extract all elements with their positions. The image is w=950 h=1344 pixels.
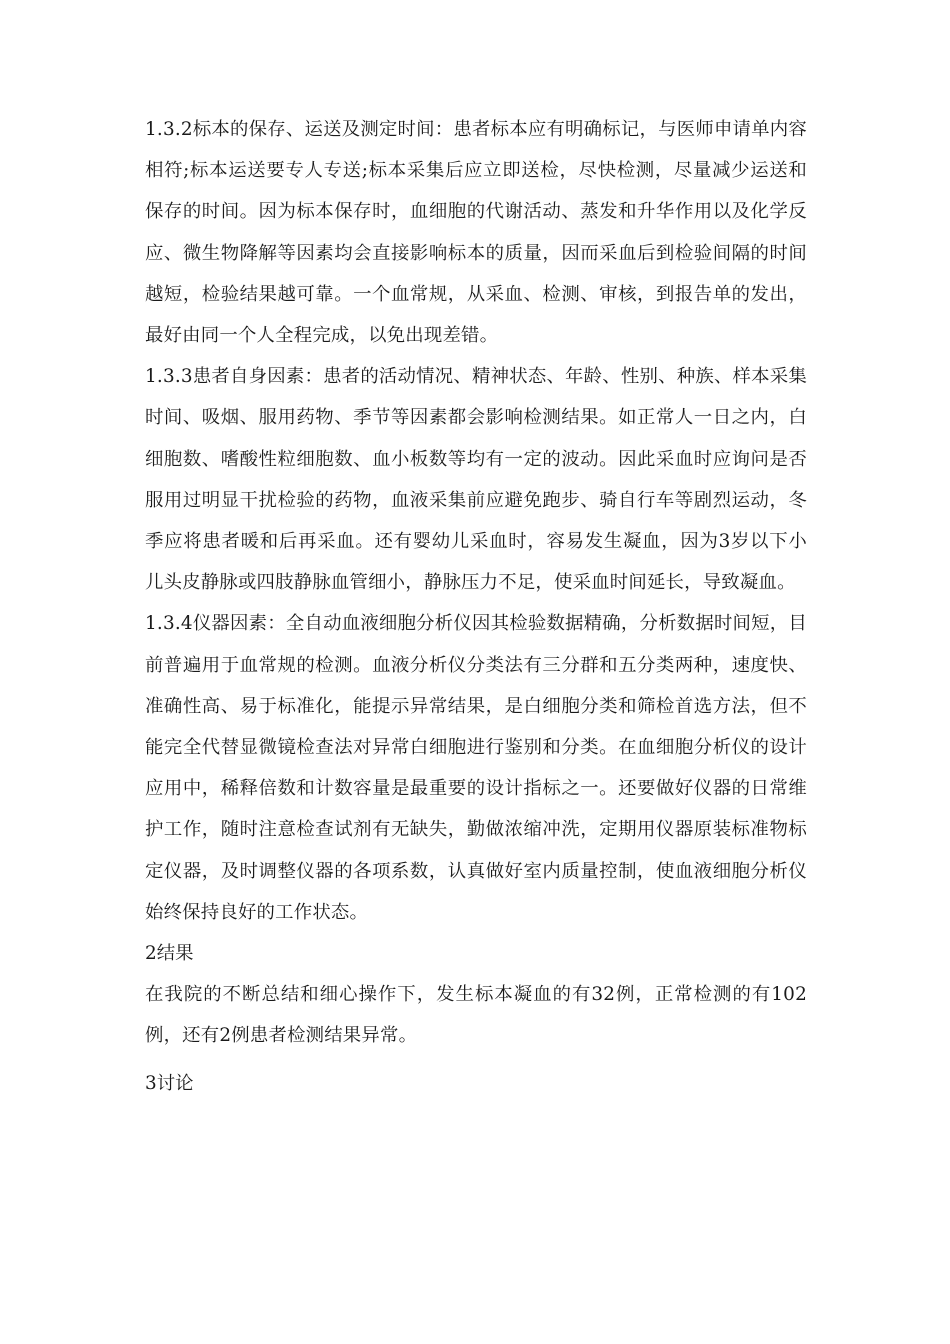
paragraph-sample-storage: 1.3.2标本的保存、运送及测定时间：患者标本应有明确标记，与医师申请单内容相符;标本运送要专人专送;标本采集后应立即送检，尽快检测，尽量减少运送和保存的时间。因为标本保存时，血细胞的代谢活动、蒸发和升华作用以及化学反应、微生物降解等因素均会直接影响标本的质量，因而采血后到检验间隔的时间越短，检验结果越可靠。一个血常规，从采血、检测、审核，到报告单的发出，最好由同一个人全程完成，以免出现差错。 (145, 119, 807, 347)
section-heading-results: 2结果 (145, 943, 194, 965)
paragraph-instrument-factors: 1.3.4仪器因素：全自动血液细胞分析仪因其检验数据精确，分析数据时间短，目前普遍用于血常规的检测。血液分析仪分类法有三分群和五分类两种，速度快、准确性高、易于标准化，能提示异常结果，是白细胞分类和筛检首选方法，但不能完全代替显微镜检查法对异常白细胞进行鉴别和分类。在血细胞分析仪的设计应用中，稀释倍数和计数容量是最重要的设计指标之一。还要做好仪器的日常维护工作，随时注意检查试剂有无缺失，勤做浓缩冲洗，定期用仪器原装标准物标定仪器，及时调整仪器的各项系数，认真做好室内质量控制，使血液细胞分析仪始终保持良好的工作状态。 (145, 613, 807, 923)
paragraph-results: 在我院的不断总结和细心操作下，发生标本凝血的有32例，正常检测的有102例，还有2例患者检测结果异常。 (145, 984, 807, 1047)
document-body (145, 109, 807, 1104)
paragraph-patient-factors: 1.3.3患者自身因素：患者的活动情况、精神状态、年龄、性别、种族、样本采集时间、吸烟、服用药物、季节等因素都会影响检测结果。如正常人一日之内，白细胞数、嗜酸性粒细胞数、血小板数等均有一定的波动。因此采血时应询问是否服用过明显干扰检验的药物，血液采集前应避免跑步、骑自行车等剧烈运动，冬季应将患者暖和后再采血。还有婴幼儿采血时，容易发生凝血，因为3岁以下小儿头皮静脉或四肢静脉血管细小，静脉压力不足，使采血时间延长，导致凝血。 (145, 366, 807, 594)
section-heading-discussion: 3讨论 (145, 1072, 194, 1094)
